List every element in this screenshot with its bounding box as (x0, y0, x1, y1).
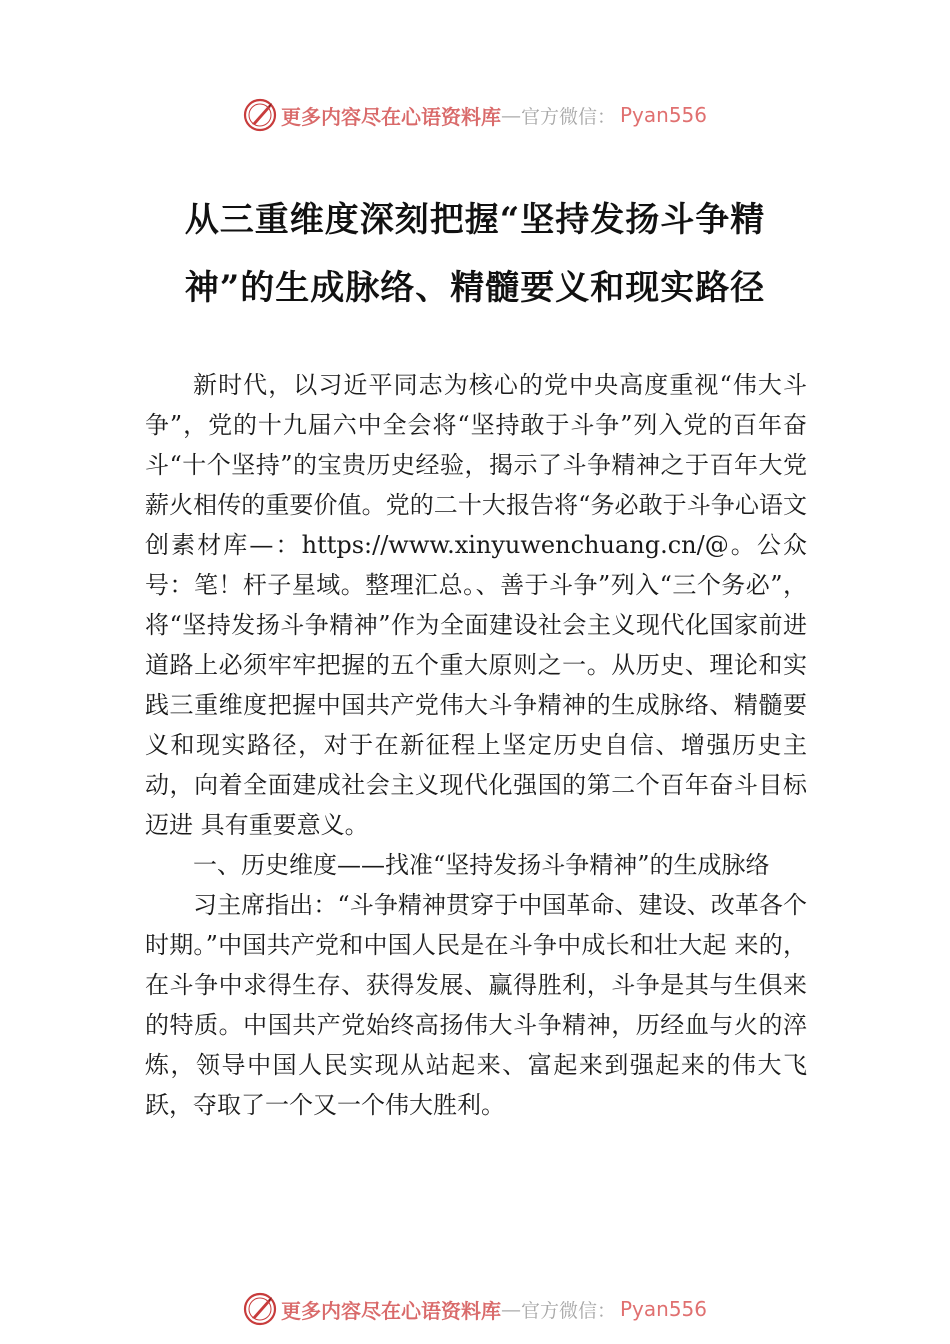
header-banner (0, 95, 950, 135)
banner-wechat-id: Pyan556 (620, 103, 708, 127)
banner-dash: — (500, 103, 521, 127)
footer-banner (0, 1289, 950, 1329)
quill-logo-icon (243, 98, 277, 132)
banner-main-text: 更多内容尽在心语资料库 (280, 104, 501, 129)
banner-wechat-id: Pyan556 (620, 1297, 708, 1321)
section-heading: 一、历史维度——找准“坚持发扬斗争精神”的生成脉络 (193, 851, 770, 879)
banner-main-text: 更多内容尽在心语资料库 (280, 1298, 501, 1323)
paragraph-history: 习主席指出：“斗争精神贯穿于中国革命、建设、改革各个时期。”中国共产党和中国人民是在斗争中成长和壮大起 来的，在斗争中求得生存、获得发展、赢得胜利，斗争是其与生俱来的特质。中国共产党始终高扬伟大斗争精神，历经血与火的淬炼，领导中国人民实现从站起来、富起来到强起来的伟大飞跃，夺取了一个又一个伟大胜利。 (145, 891, 807, 1119)
paragraph-intro: 新时代，以习近平同志为核心的党中央高度重视“伟大斗争”，党的十九届六中全会将“坚持敢于斗争”列入党的百年奋斗“十个坚持”的宝贵历史经验，揭示了斗争精神之于百年大党薪火相传的重要价值。党的二十大报告将“务必敢于斗争心语文创素材库—：https://www.xinyuwenchuang.cn/@。公众号：笔！杆子星域。整理汇总。、善于斗争”列入“三个务必”，将“坚持发扬斗争精神”作为全面建设社会主义现代化国家前进道路上必须牢牢把握的五个重大原则之一。从历史、理论和实践三重维度把握中国共产党伟大斗争精神的生成脉络、精髓要义和现实路径，对于在新征程上坚定历史自信、增强历史主动，向着全面建成社会主义现代化强国的第二个百年奋斗目标迈进 具有重要意义。 (145, 371, 807, 839)
banner-wechat-label: 官方微信： (520, 1299, 616, 1322)
article-body (145, 365, 807, 1125)
banner-wechat-label: 官方微信： (520, 105, 616, 128)
quill-logo-icon (243, 1292, 277, 1326)
article-title: 从三重维度深刻把握“坚持发扬斗争精神”的生成脉络、精髓要义和现实路径 (184, 200, 766, 308)
banner-dash: — (500, 1297, 521, 1321)
